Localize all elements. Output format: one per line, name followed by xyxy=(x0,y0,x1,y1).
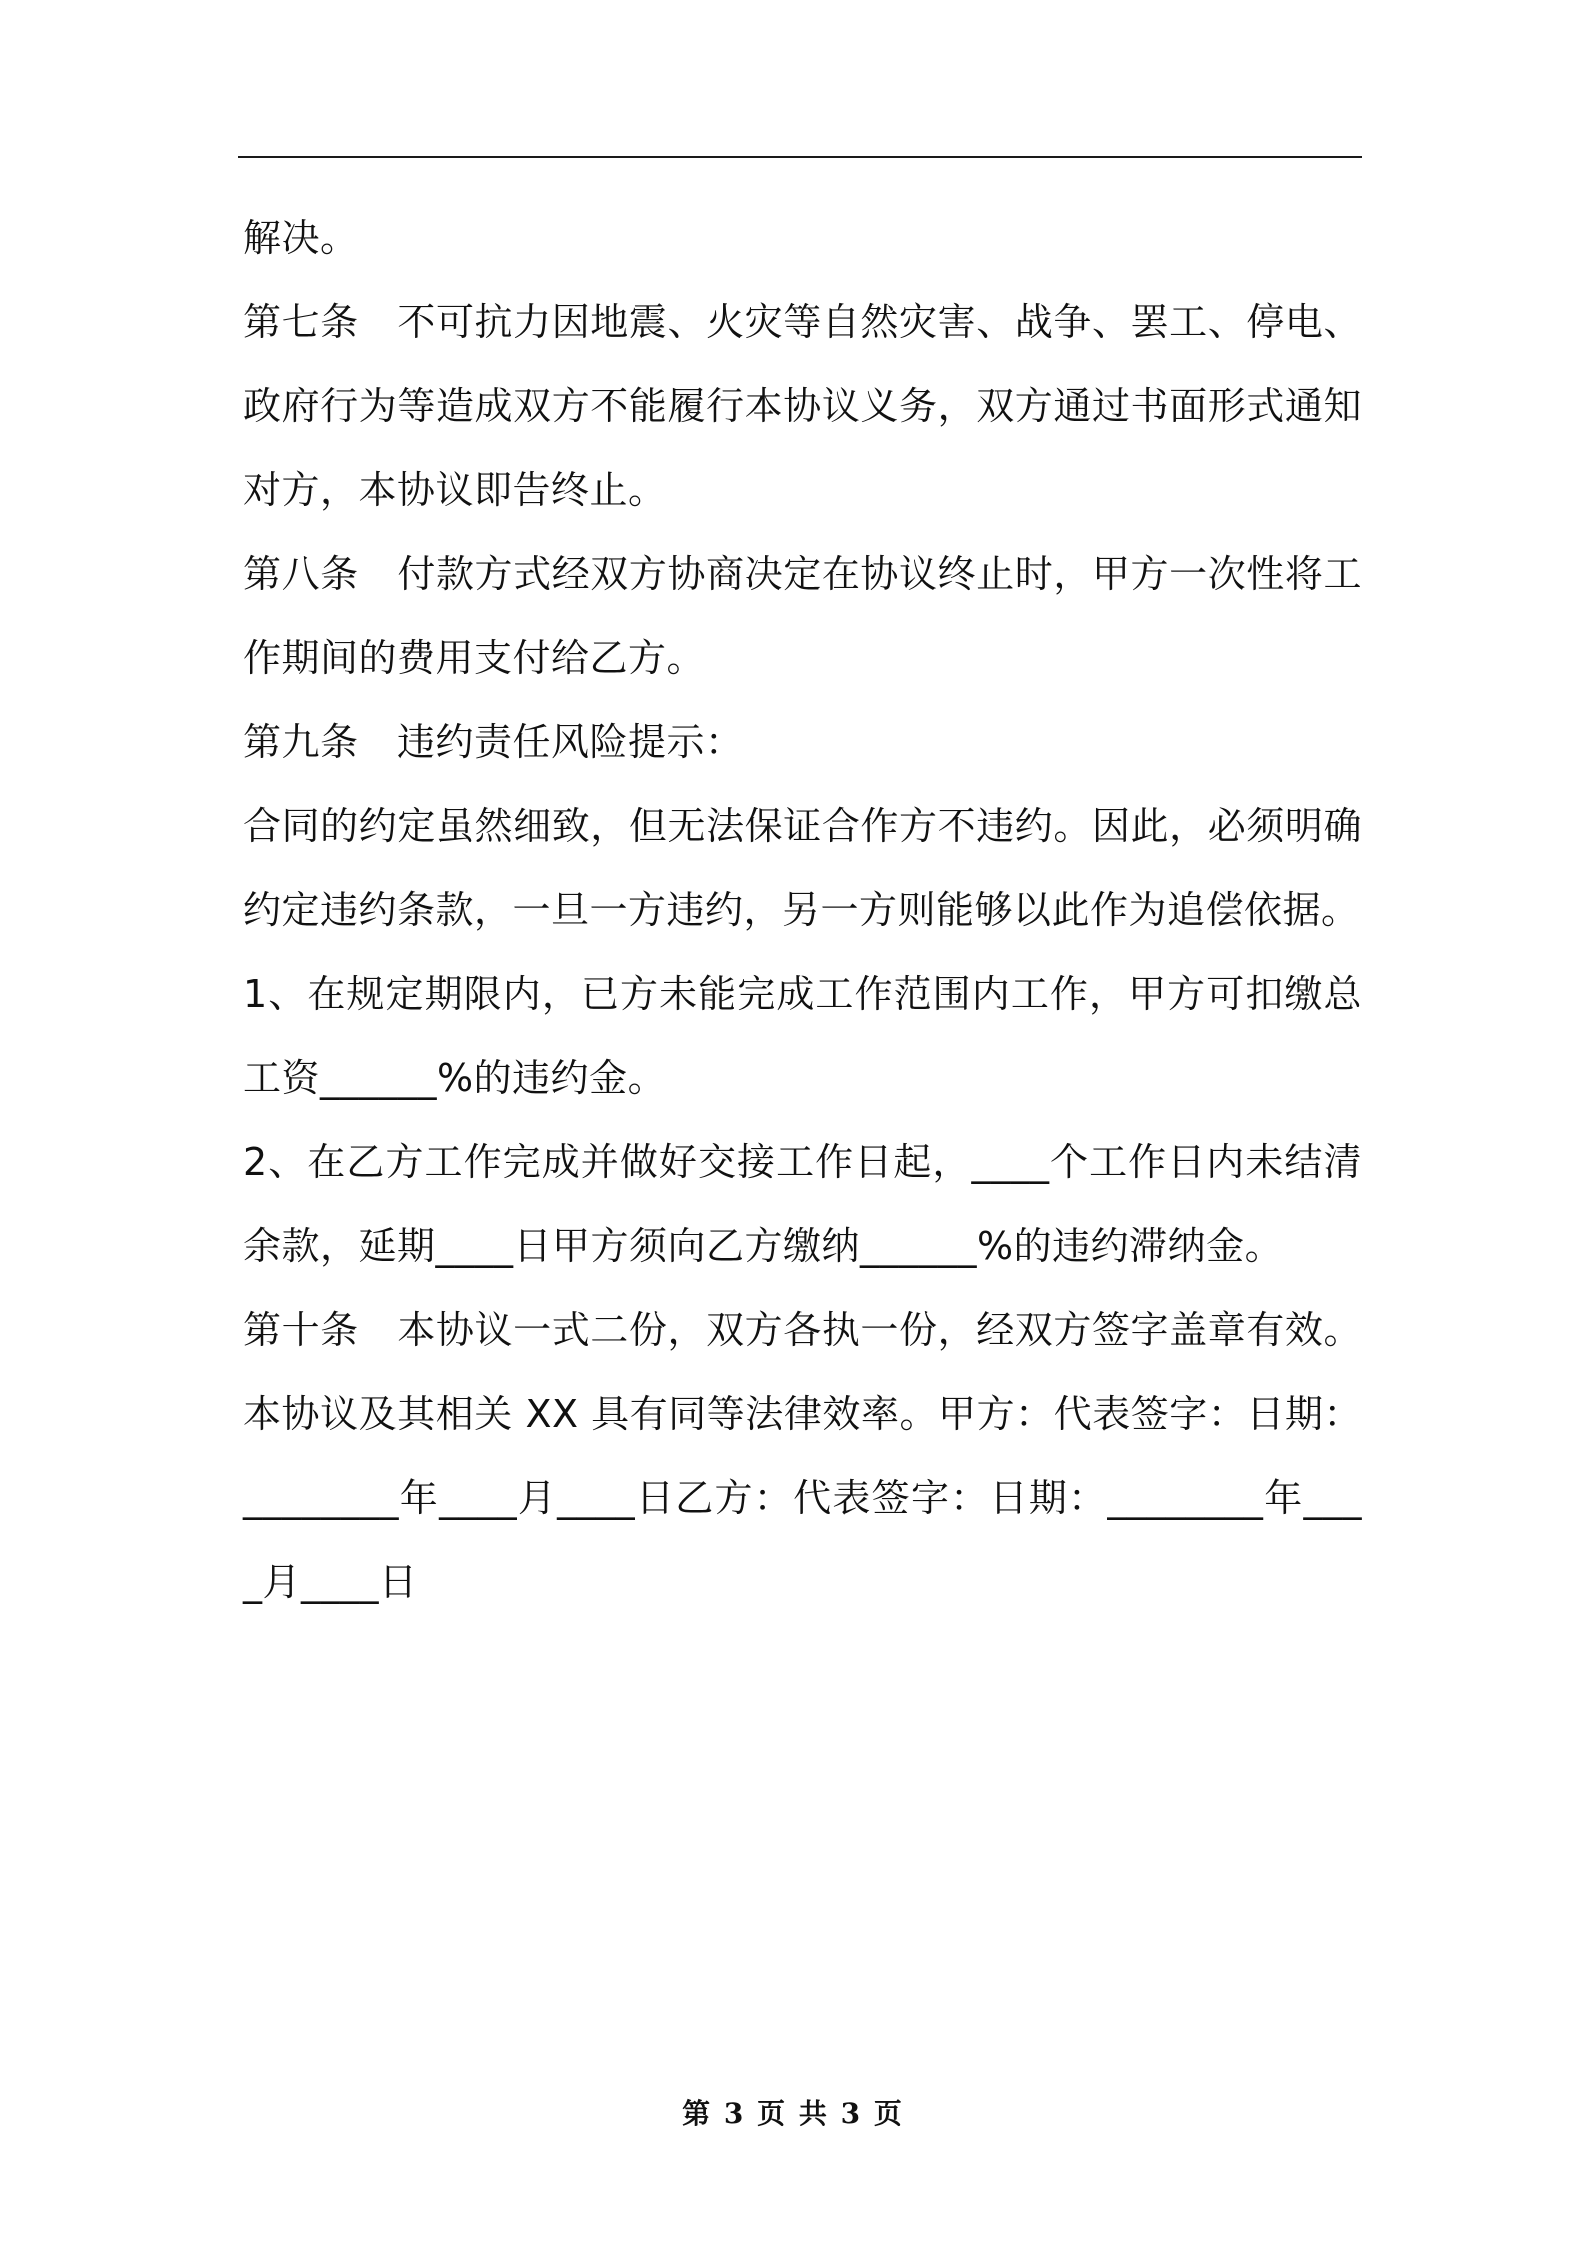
article-10: 第十条 本协议一式二份，双方各执一份，经双方签字盖章有效。本协议及其相关 XX 具有同等法律效率。甲方：代表签字：日期：________年____月____日乙方：代表签字：日期：________年____月____日 xyxy=(243,1308,1362,1604)
article-9-item-1: 1、在规定期限内，已方未能完成工作范围内工作，甲方可扣缴总工资______%的违约金。 xyxy=(243,972,1362,1100)
paragraph-continuation: 解决。 xyxy=(243,216,359,260)
article-9-intro: 合同的约定虽然细致，但无法保证合作方不违约。因此，必须明确约定违约条款，一旦一方违约，另一方则能够以此作为追偿依据。 xyxy=(243,804,1362,932)
article-8: 第八条 付款方式经双方协商决定在协议终止时，甲方一次性将工作期间的费用支付给乙方。 xyxy=(243,552,1362,680)
page-number: 第 3 页 共 3 页 xyxy=(682,2097,904,2130)
article-7: 第七条 不可抗力因地震、火灾等自然灾害、战争、罢工、停电、政府行为等造成双方不能履行本协议义务，双方通过书面形式通知对方，本协议即告终止。 xyxy=(243,300,1362,512)
article-9-item-2: 2、在乙方工作完成并做好交接工作日起，____个工作日内未结清余款，延期____日甲方须向乙方缴纳______%的违约滞纳金。 xyxy=(243,1140,1362,1268)
header-rule xyxy=(238,156,1362,158)
document-body xyxy=(243,196,1362,1624)
article-9-heading: 第九条 违约责任风险提示： xyxy=(243,720,744,764)
